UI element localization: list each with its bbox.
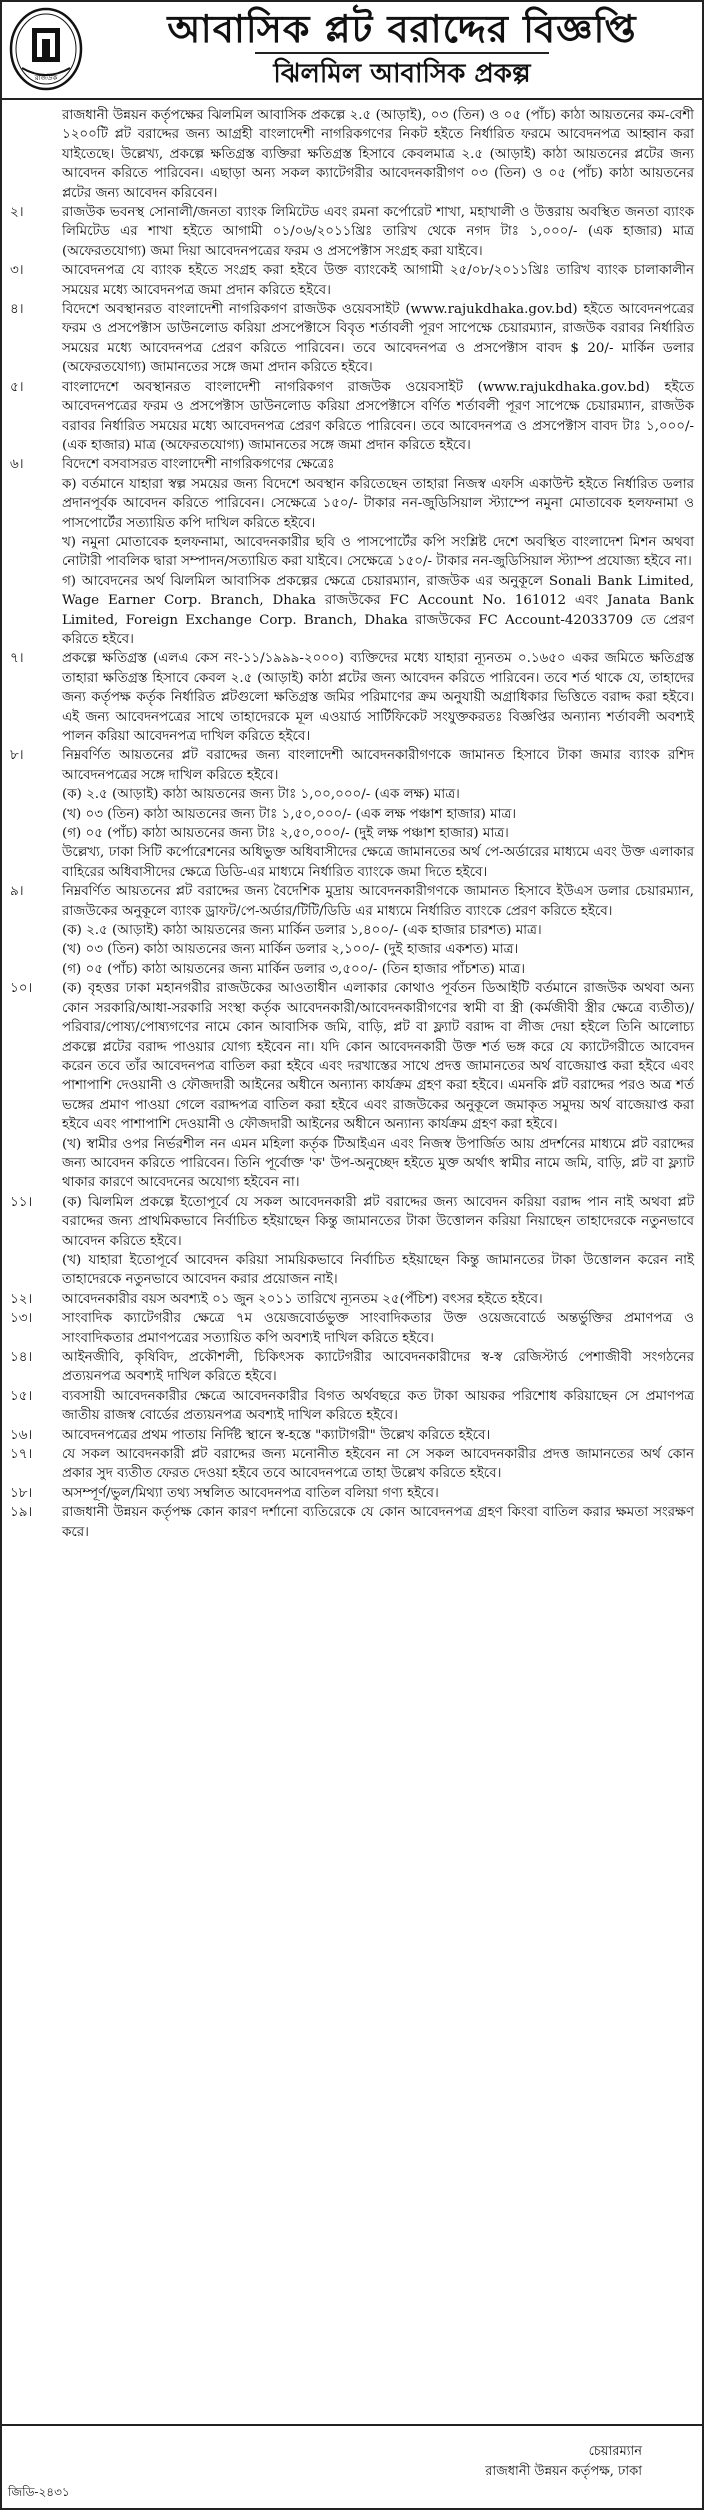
item-text [62, 261, 694, 300]
notice-item [10, 1484, 694, 1503]
item-number: ২। [10, 205, 24, 221]
item-text [62, 1503, 694, 1542]
notice-item [10, 378, 694, 456]
item-paragraph: (ক) ২.৫ (আড়াই) কাঠা আয়তনের জন্য টাঃ ১,০০,০০০/- (এক লক্ষ) মাত্র। [62, 787, 460, 803]
item-paragraph: গ) আবেদনের অর্থ ঝিলমিল আবাসিক প্রকল্পের ক্ষেত্রে চেয়ারম্যান, রাজউক এর অনুকূলে Sonali Bank Limited, Wage Earner Corp. Branch, Dhaka রাজউকের FC Account No. 161012 এবং Janata Bank Limited, Foreign Exchange Corp. Branch, Dhaka রাজউকের FC Account-42033709 তে প্রেরণ করিতে হইবে। [62, 573, 694, 647]
item-number: ১৫। [10, 1388, 33, 1404]
item-number: ১৬। [10, 1427, 33, 1443]
item-text [62, 1426, 694, 1445]
item-paragraph: ব্যবসায়ী আবেদনকারীর ক্ষেত্রে আবেদনকারীর বিগত অর্থবছরে কত টাকা আয়কর পরিশোধ করিয়াছেন সে প্রমাণপত্র জাতীয় রাজস্ব বোর্ডের প্রত্যয়নপত্র অবশ্যই দাখিল করিতে হইবে। [62, 1388, 694, 1424]
item-number: ১০। [10, 981, 33, 997]
item-paragraph: খ) নমুনা মোতাবেক হলফনামা, আবেদনকারীর ছবি ও পাসপোর্টের কপি সংশ্লিষ্ট দেশে অবস্থিত বাংলাদেশ মিশন অথবা নোটারী পাবলিক দ্বারা সম্পাদন/সত্যায়িত করা যাইবে। সেক্ষেত্রে ১৫০/- টাকার নন-জুডিসিয়াল স্ট্যাম্প প্রযোজ্য হইবে না। [62, 534, 694, 570]
item-paragraph: আইনজীবি, কৃষিবিদ, প্রকৌশলী, চিকিৎসক ক্যাটেগরীর আবেদনকারীদের স্ব-স্ব রেজিস্টার্ড পেশাজীবী সংগঠনের প্রত্যয়নপত্র অবশ্যই দাখিল করিতে হইবে। [62, 1350, 694, 1385]
gd-code: জিডি-২৪৩১ [8, 2485, 70, 2499]
notice-item [10, 1426, 694, 1445]
notice-body [2, 100, 702, 1542]
item-paragraph: আবেদনপত্রের প্রথম পাতায় নির্দিষ্ট স্থানে স্ব-হস্তে "ক্যাটাগরী" উল্লেখ করিতে হইবে। [62, 1427, 491, 1443]
notice-item [10, 300, 694, 378]
item-paragraph: নিম্নবর্ণিত আয়তনের প্লট বরাদ্দের জন্য বাংলাদেশী আবেদনকারীগণকে জামানত হিসাবে টাকা জমার ব্যাংক রশিদ আবেদনপত্রের সঙ্গে দাখিল করিতে হইবে। [62, 748, 694, 783]
item-text [62, 1348, 694, 1387]
item-paragraph: নিম্নবর্ণিত আয়তনের প্লট বরাদ্দের জন্য বৈদেশিক মুদ্রায় আবেদনকারীগণকে জামানত হিসাবে ইউএস ডলার চেয়ারম্যান, রাজউকের অনুকূলে ব্যাংক ড্রাফট/পে-অর্ডার/টিটি/ডিডি এর মাধ্যমে নির্ধারিত ব্যাংকে প্রেরণ করিতে হইবে। [62, 884, 694, 919]
item-text [62, 746, 694, 882]
item-paragraph: (ক) ২.৫ (আড়াই) কাঠা আয়তনের জন্য মার্কিন ডলার ১,৪০০/- (এক হাজার চারশত) মাত্র। [62, 923, 542, 939]
item-text [62, 378, 694, 456]
item-paragraph: প্রকল্পে ক্ষতিগ্রস্ত (এলএ কেস নং-১১/১৯৯৯-২০০০) ব্যক্তিদের মধ্যে যাহারা ন্যূনতম ০.১৬৫০ একর জমিতে ক্ষতিগ্রস্ত তাহারা ক্ষতিগ্রস্ত হিসাবে কেবল ২.৫ (আড়াই) কাঠা প্লটের জন্য আবেদন করিতে পারিবেন। তবে শর্ত থাকে যে, তাহাদের জন্য কর্তৃপক্ষ কর্তৃক নির্ধারিত প্লটগুলো ক্ষতিগ্রস্ত জমির পরিমাণের ক্রম অনুযায়ী অগ্রাধিকার ভিত্তিতে বরাদ্দ করা হইবে। এই জন্য আবেদনপত্রের সাথে তাহাদেরকে মূল এওয়ার্ড সার্টিফিকেট সংযুক্তকরতঃ বিজ্ঞপ্তির অন্যান্য শর্তাবলী অবশ্যই পালন করিয়া আবেদনপত্র দাখিল করিতে হইবে। [62, 651, 694, 744]
item-paragraph: বাংলাদেশে অবস্থানরত বাংলাদেশী নাগরিকগণ রাজউক ওয়েবসাইট (www.rajukdhaka.gov.bd) হইতে আবেদনপত্রের ফরম ও প্রসপেক্টাস ডাউনলোড করিয়া প্রসপেক্টাসে বর্ণিত শর্তাবলী পূরণ সাপেক্ষে চেয়ারম্যান, রাজউক বরাবর নির্ধারিত সময়ের মধ্যে আবেদনপত্র প্রেরণ করিতে পারিবেন। তবে আবেদনপত্র ও প্রসপেক্টাস বাবদ টাঃ ১,০০০/- (এক হাজার) মাত্র (অফেরতযোগ্য) জামানতের সঙ্গে জমা প্রদান করিতে হইবে। [62, 379, 694, 453]
item-paragraph: রাজধানী উন্নয়ন কর্তৃপক্ষ কোন কারণ দর্শানো ব্যতিরেকে যে কোন আবেদনপত্র গ্রহণ কিংবা বাতিল করার ক্ষমতা সংরক্ষণ করে। [62, 1505, 694, 1540]
item-text [62, 1484, 694, 1503]
item-number: ৯। [10, 884, 24, 900]
item-text [62, 1445, 694, 1484]
item-text [62, 300, 694, 378]
item-number: ১৪। [10, 1350, 33, 1365]
item-paragraph: অসম্পূর্ণ/ভুল/মিথ্যা তথ্য সম্বলিত আবেদনপত্র বাতিল বলিয়া গণ্য হইবে। [62, 1485, 439, 1501]
item-number: ৩। [10, 263, 24, 279]
item-paragraph: উল্লেখ্য, ঢাকা সিটি কর্পোরেশনের অধিভুক্ত অধিবাসীদের ক্ষেত্রে জামানতের অর্থ পে-অর্ডারের মাধ্যমে এবং উক্ত এলাকার বাহিরের অধিবাসীদের ক্ষেত্রে ডিডি-এর মাধ্যমে নির্ধারিত ব্যাংকে জমা দিতে হইবে। [62, 845, 694, 880]
item-paragraph: রাজউক ভবনস্থ সোনালী/জনতা ব্যাংক লিমিটেড এবং রমনা কর্পোরেট শাখা, মহাখালী ও উত্তরায় অবস্থিত জনতা ব্যাংক লিমিটেড এর শাখা হইতে আগামী ০১/০৬/২০১১খ্রিঃ তারিখ থেকে নগদ টাঃ ১,০০০/- (এক হাজার) মাত্র (অফেরতযোগ্য) জমা দিয়া আবেদনপত্রের ফরম ও প্রসপেক্টাস সংগ্রহ করা যাইবে। [62, 205, 694, 259]
notice-item [10, 1309, 694, 1348]
footer [2, 2424, 702, 2508]
page-subtitle [112, 52, 692, 94]
item-text [62, 455, 694, 649]
item-number: ১২। [10, 1291, 33, 1307]
item-paragraph: (খ) ০৩ (তিন) কাঠা আয়তনের জন্য টাঃ ১,৫০,০০০/- (এক লক্ষ পঞ্চাশ হাজার) মাত্র। [62, 806, 517, 822]
item-text [62, 106, 694, 203]
item-paragraph: সাংবাদিক ক্যাটেগরীর ক্ষেত্রে ৭ম ওয়েজবোর্ডভুক্ত সাংবাদিকতার উক্ত ওয়েজবোর্ডে অন্তর্ভুক্তির প্রমাণপত্র ও সাংবাদিকতার প্রমাণপত্রের সত্যায়িত কপি অবশ্যই দাখিল করিতে হইবে। [62, 1311, 694, 1346]
signature-title: চেয়ারম্যান [588, 2444, 642, 2459]
notice-item [10, 106, 694, 203]
item-text [62, 1309, 694, 1348]
item-paragraph: (খ) ০৩ (তিন) কাঠা আয়তনের জন্য মার্কিন ডলার ২,১০০/- (দুই হাজার একশত) মাত্র। [62, 942, 519, 958]
notice-item [10, 203, 694, 261]
notice-item [10, 261, 694, 300]
notice-item [10, 455, 694, 649]
notice-item [10, 1503, 694, 1542]
item-paragraph: ক) বর্তমানে যাহারা স্বল্প সময়ের জন্য বিদেশে অবস্থান করিতেছেন তাহারা নিজস্ব এফসি একাউন্ট হইতে নির্ধারিত ডলার প্রদানপূর্বক আবেদন করিতে পারিবেন। সেক্ষেত্রে ১৫০/- টাকার নন-জুডিসিয়াল স্ট্যাম্পে নমুনা মোতাবেক হলফনামা ও পাসপোর্টের সত্যায়িত কপি দাখিল করিতে হইবে। [62, 476, 694, 531]
signature-org: রাজধানী উন্নয়ন কর্তৃপক্ষ, ঢাকা [485, 2464, 642, 2479]
item-number: ১৩। [10, 1311, 33, 1327]
item-paragraph: আবেদনপত্র যে ব্যাংক হইতে সংগ্রহ করা হইবে উক্ত ব্যাংকেই আগামী ২৫/০৮/২০১১খ্রিঃ তারিখ ব্যাংক চালাকালীন সময়ের মধ্যে আবেদনপত্র জমা প্রদান করিতে হইবে। [62, 263, 694, 298]
subtitle-text: ঝিলমিল আবাসিক প্রকল্প [255, 52, 548, 94]
item-text [62, 203, 694, 261]
item-number: ১১। [10, 1194, 33, 1210]
item-paragraph: (গ) ০৫ (পাঁচ) কাঠা আয়তনের জন্য মার্কিন ডলার ৩,৫০০/- (তিন হাজার পাঁচশত) মাত্র। [62, 961, 526, 977]
notice-item [10, 1387, 694, 1426]
item-paragraph: বিদেশে অবস্থানরত বাংলাদেশী নাগরিকগণ রাজউক ওয়েবসাইট (www.rajukdhaka.gov.bd) হইতে আবেদনপত্রের ফরম ও প্রসপেক্টাস ডাউনলোড করিয়া প্রসপেক্টাসে বিবৃত শর্তাবলী পূরণ সাপেক্ষে চেয়ারম্যান, রাজউক বরাবর নির্ধারিত সময়ের মধ্যে আবেদনপত্র প্রেরণ করিতে পারিবেন। তবে আবেদনপত্র ও প্রসপেক্টাস বাবদ $ 20/- মার্কিন ডলার (অফেরতযোগ্য) জামানতের সঙ্গে জমা প্রদান করিতে হইবে। [62, 302, 694, 376]
item-paragraph: বিদেশে বসবাসরত বাংলাদেশী নাগরিকগণের ক্ষেত্রেঃ [62, 457, 335, 473]
rajuk-logo-icon [8, 6, 84, 92]
item-paragraph: (ক) বৃহত্তর ঢাকা মহানগরীর রাজউকের আওতাধীন এলাকার কোথাও পূর্বতন ডিআইটি বর্তমানে রাজউক অথবা অন্য কোন সরকারি/আধা-সরকারি সংস্থা কর্তৃক আবেদনকারী/আবেদনকারীগণের স্বামী বা স্ত্রী (কর্মজীবী স্ত্রীর ক্ষেত্রে ব্যতীত)/পরিবার/পোষ্য/পোষ্যগণের নামে কোন আবাসিক জমি, বাড়ি, প্লট বা ফ্ল্যাট বরাদ্দ বা লীজ দেয়া হইলে তিনি আলোচ্য প্রকল্পে প্লটের বরাদ্দ পাওয়ার যোগ্য হইবেন না। যদি কোন আবেদনকারী উক্ত শর্ত ভঙ্গ করে যে ক্যাটেগরীতে আবেদন করেন তবে তাঁর আবেদনপত্র বাতিল করা হইবে এবং দরখাস্তের সাথে প্রদত্ত জামানতের অর্থ বাজেয়াপ্ত করা হইবে এবং পাশাপাশি দেওয়ানী ও ফৌজদারী আইনের অধীনে অন্যান্য কার্যক্রম গ্রহণ করা হইবে। এমনকি প্লট বরাদ্দের পরও অত্র শর্ত ভঙ্গের প্রমাণ পাওয়া গেলে বরাদ্দপত্র বাতিল করা হইবে এবং রাজউকের অনুকূলে জমাকৃত সমুদয় অর্থ বাজেয়াপ্ত করা হইবে এবং পাশাপাশি দেওয়ানী ও ফৌজদারী আইনের অধীনে অন্যান্য কার্যক্রম গ্রহণ করা হইবে। [62, 981, 694, 1133]
item-paragraph: (খ) যাহারা ইতোপূর্বে আবেদন করিয়া সাময়িকভাবে নির্বাচিত হইয়াছেন কিন্তু জামানতের টাকা উত্তোলন করেন নাই তাহাদেরকে নতুনভাবে আবেদন করার প্রয়োজন নাই। [62, 1252, 694, 1288]
item-number: ১৯। [10, 1505, 33, 1521]
item-text [62, 1193, 694, 1290]
item-number: ১৮। [10, 1485, 33, 1501]
notice-item [10, 1348, 694, 1387]
item-paragraph: (ক) ঝিলমিল প্রকল্পে ইতোপূর্বে যে সকল আবেদনকারী প্লট বরাদ্দের জন্য আবেদন করিয়া বরাদ্দ পান নাই অথবা প্লট বরাদ্দের জন্য প্রাথমিকভাবে নির্বাচিত হইয়াছেন কিন্তু জামানতের টাকা উত্তোলন করিয়া নিয়াছেন তাহাদেরকে নতুনভাবে আবেদন করিতে হইবে। [62, 1194, 694, 1249]
item-number: ৬। [10, 457, 24, 473]
item-text [62, 979, 694, 1192]
item-text [62, 882, 694, 979]
item-number: ৮। [10, 748, 24, 764]
header [2, 2, 702, 100]
page-title: আবাসিক প্লট বরাদ্দের বিজ্ঞপ্তি [167, 6, 637, 51]
notice-item [10, 1193, 694, 1290]
item-text [62, 1387, 694, 1426]
notice-item [10, 1445, 694, 1484]
item-number: ৪। [10, 302, 24, 318]
item-paragraph: আবেদনকারীর বয়স অবশ্যই ০১ জুন ২০১১ তারিখে ন্যূনতম ২৫(পঁচিশ) বৎসর হইতে হইবে। [62, 1291, 543, 1307]
item-paragraph: (গ) ০৫ (পাঁচ) কাঠা আয়তনের জন্য টাঃ ২,৫০,০০০/- (দুই লক্ষ পঞ্চাশ হাজার) মাত্র। [62, 826, 509, 842]
item-paragraph: (খ) স্বামীর ওপর নির্ভরশীল নন এমন মহিলা কর্তৃক টিআইএন এবং নিজস্ব উপার্জিত আয় প্রদর্শনের মাধ্যমে প্লট বরাদ্দের জন্য আবেদন করিতে পারিবেন। তিনি পূর্বোক্ত 'ক' উপ-অনুচ্ছেদ হইতে মুক্ত অর্থাৎ স্বামীর নামে জমি, বাড়ি, প্লট বা ফ্ল্যাট থাকার কারণে আবেদনের অযোগ্য হইবেন না। [62, 1136, 694, 1191]
notice-item [10, 1290, 694, 1309]
item-number [10, 106, 62, 203]
item-paragraph: রাজধানী উন্নয়ন কর্তৃপক্ষের ঝিলমিল আবাসিক প্রকল্পে ২.৫ (আড়াই), ০৩ (তিন) ও ০৫ (পাঁচ) কাঠা আয়তনের কম-বেশী ১২০০টি প্লট বরাদ্দের জন্য আগ্রহী বাংলাদেশী নাগরিকগণের নিকট হইতে নির্ধারিত ফরমে আবেদনপত্র আহ্বান করা যাইতেছে। উল্লেখ্য, প্রকল্পে ক্ষতিগ্রস্ত ব্যক্তিরা ক্ষতিগ্রস্ত হিসাবে কেবলমাত্র ২.৫ (আড়াই) কাঠা আয়তনের প্লটের জন্য আবেদন করিতে পারিবেন। এছাড়া অন্য সকল ক্যাটেগরীর আবেদনকারীগণ ০৩ (তিন) ও ০৫ (পাঁচ) কাঠা আয়তনের প্লটের জন্য আবেদন করিবেন। [62, 108, 694, 201]
item-paragraph: যে সকল আবেদনকারী প্লট বরাদ্দের জন্য মনোনীত হইবেন না সে সকল আবেদনকারীর প্রদত্ত জামানতের অর্থ কোন প্রকার সুদ ব্যতীত ফেরত দেওয়া হইবে তবে আবেদনপত্রে তাহা উল্লেখ করিতে হইবে। [62, 1447, 694, 1482]
logo-text: রাজউক [34, 74, 58, 82]
notice-item [10, 979, 694, 1192]
notice-item [10, 649, 694, 746]
notice-item [10, 746, 694, 882]
item-number: ১৭। [10, 1447, 33, 1463]
item-text [62, 1290, 694, 1309]
notice-item [10, 882, 694, 979]
item-text [62, 649, 694, 746]
item-number: ৭। [10, 651, 24, 667]
item-number: ৫। [10, 379, 24, 395]
